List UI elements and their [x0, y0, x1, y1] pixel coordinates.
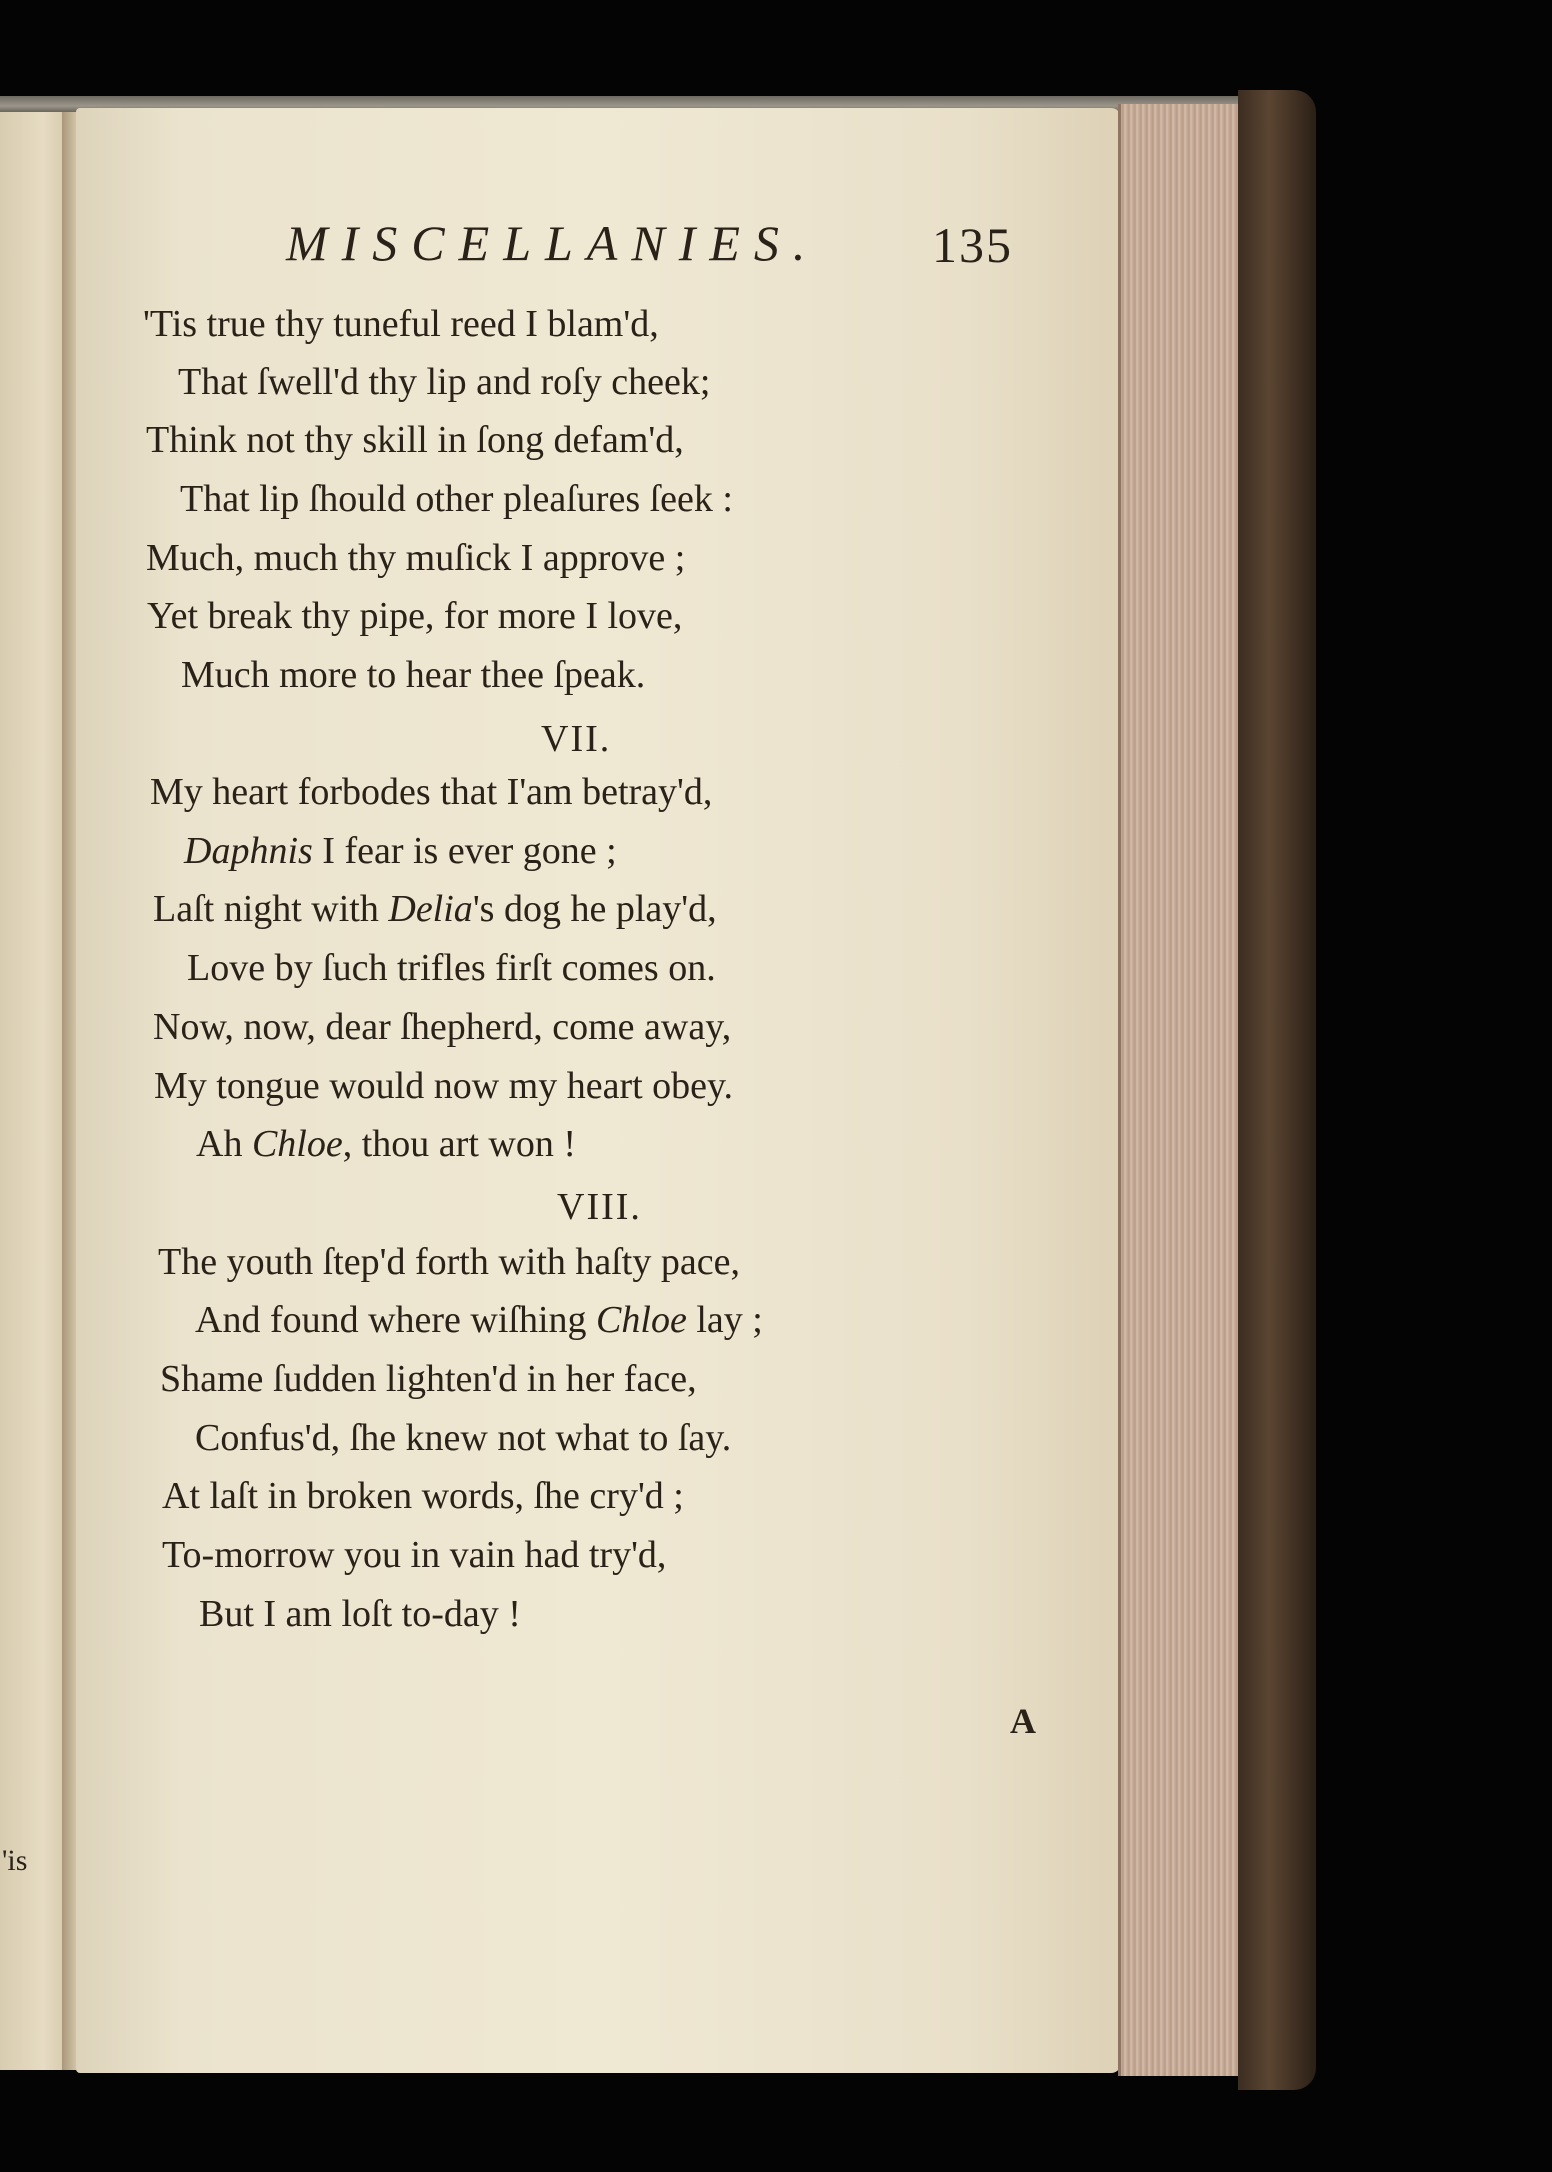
poem-line: At laſt in broken words, ſhe cry'd ;: [162, 1475, 684, 1517]
line-text: Laſt night with: [153, 888, 389, 930]
stanza-heading: VII.: [541, 718, 612, 760]
poem-line: 'Tis true thy tuneful reed I blam'd,: [143, 303, 659, 345]
line-text: 's dog he play'd,: [472, 888, 717, 930]
facing-page-fragment: 'is: [2, 1844, 28, 1877]
line-text: , thou art won !: [342, 1123, 576, 1165]
poem-line: The youth ſtep'd forth with haſty pace,: [158, 1241, 740, 1283]
poem-line: That ſwell'd thy lip and roſy cheek;: [178, 361, 711, 403]
page-edges: [1118, 104, 1241, 2076]
running-title: MISCELLANIES.: [286, 215, 820, 271]
poem-line: Much, much thy muſick I approve ;: [146, 537, 686, 579]
poem-line: My tongue would now my heart obey.: [154, 1065, 734, 1107]
line-text: Ah: [196, 1123, 252, 1165]
poem-line: My heart forbodes that I'am betray'd,: [150, 771, 713, 813]
poem-line: Confus'd, ſhe knew not what to ſay.: [195, 1417, 732, 1459]
catchword: A: [1010, 1701, 1036, 1741]
poem-line: Think not thy skill in ſong defam'd,: [146, 419, 684, 461]
poem-line: Now, now, dear ſhepherd, come away,: [153, 1006, 732, 1048]
poem-line: [196, 1122, 576, 1166]
poem-line: But I am loſt to-day !: [199, 1593, 521, 1635]
page-number: 135: [932, 217, 1013, 273]
poem-line: Shame ſudden lighten'd in her face,: [160, 1358, 697, 1400]
poem-line: [195, 1298, 763, 1342]
poem-line: That lip ſhould other pleaſures ſeek :: [180, 478, 733, 520]
line-text: I fear is ever gone ;: [312, 830, 617, 872]
italic-name: Daphnis: [184, 830, 313, 872]
poem-line: [184, 829, 617, 873]
italic-name: Chloe: [251, 1123, 343, 1165]
line-text: And found where wiſhing: [195, 1299, 597, 1341]
line-text: lay ;: [686, 1299, 763, 1341]
poem-line: Love by ſuch trifles firſt comes on.: [187, 947, 716, 989]
poem-line: To-morrow you in vain had try'd,: [162, 1534, 667, 1576]
poem-line: Yet break thy pipe, for more I love,: [147, 595, 683, 637]
stanza-heading: VIII.: [557, 1186, 642, 1228]
poem-line: Much more to hear thee ſpeak.: [181, 654, 646, 696]
book-cover: [1238, 90, 1316, 2090]
poem-line: [153, 887, 717, 931]
italic-name: Delia: [388, 888, 473, 930]
italic-name: Chloe: [596, 1299, 687, 1341]
